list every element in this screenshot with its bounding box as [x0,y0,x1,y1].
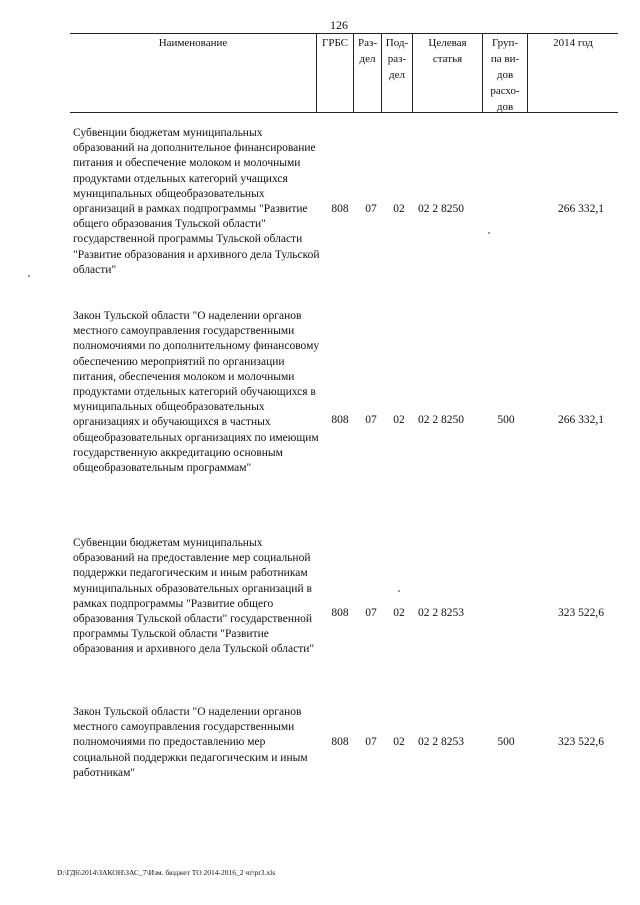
row-name: Субвенции бюджетам муниципальных образований на дополнительное финансирование питания и обеспечение молоком и молочными продуктами отдельных категорий учащихся муниципальных общеобразовательных организаций в рамках подпрограммы "Развитие общего образования Тульской области" государственной программы Тульской области "Развитие образования и архивного дела Тульской области" [73,127,320,276]
header-year: 2014 год [553,37,593,49]
row-gruppa: 500 [497,414,515,426]
header-razdel: Раз- дел [357,37,377,65]
row-grbs: 808 [331,736,349,748]
table-header [70,33,618,113]
row-tselevaya: 02 2 8250 [418,414,464,426]
header-podrazdel: Под- раз- дел [385,37,409,81]
row-name: Закон Тульской области "О наделении органов местного самоуправления государственными полномочиями по дополнительному финансовому обеспечению мероприятий по организации питания, обеспечения молоком и молочными продуктами отдельных категорий обучающихся в муниципальных общеобразовательных организациях и обучающихся в частных общеобразовательных организациях по имеющим государственную аккредитацию основным общеобразовательным программам" [73,310,320,475]
row-tselevaya: 02 2 8253 [418,736,464,748]
row-amount: 323 522,6 [558,736,604,748]
row-amount: 323 522,6 [558,607,604,619]
header-name: Наименование [158,37,228,49]
file-path-footer: D:\ГД6\2014\ЗАКОН\ЗАС_7\Изм. бюджет ТО 2014-2016_2 чт\pr3.xls [57,868,276,877]
row-razdel: 07 [365,607,377,619]
row-amount: 266 332,1 [558,203,604,215]
row-amount: 266 332,1 [558,414,604,426]
row-podrazdel: 02 [393,736,405,748]
row-tselevaya: 02 2 8250 [418,203,464,215]
page-number: 126 [330,18,348,32]
row-tselevaya: 02 2 8253 [418,607,464,619]
row-grbs: 808 [331,607,349,619]
row-grbs: 808 [331,414,349,426]
row-razdel: 07 [365,203,377,215]
row-name: Субвенции бюджетам муниципальных образований на предоставление мер социальной поддержки педагогическим и иным работникам муниципальных образовательных организаций в рамках подпрограммы "Развитие общего образования Тульской области" государственной программы Тульской области "Развитие образования и архивного дела Тульской области" [73,537,315,656]
header-gruppa: Груп- па ви- дов расхо- дов [490,37,520,113]
row-podrazdel: 02 [393,203,405,215]
scan-speck [28,275,30,277]
header-tselevaya: Целевая статья [428,37,467,65]
row-grbs: 808 [331,203,349,215]
scan-speck [488,232,490,234]
row-podrazdel: 02 [393,414,405,426]
row-gruppa: 500 [497,736,515,748]
scan-speck [398,590,400,592]
row-podrazdel: 02 [393,607,405,619]
row-name: Закон Тульской области "О наделении органов местного самоуправления государственными полномочиями по предоставлению мер социальной поддержки педагогическим и иным работникам" [73,706,308,779]
row-razdel: 07 [365,414,377,426]
header-grbs: ГРБС [321,37,349,49]
row-razdel: 07 [365,736,377,748]
